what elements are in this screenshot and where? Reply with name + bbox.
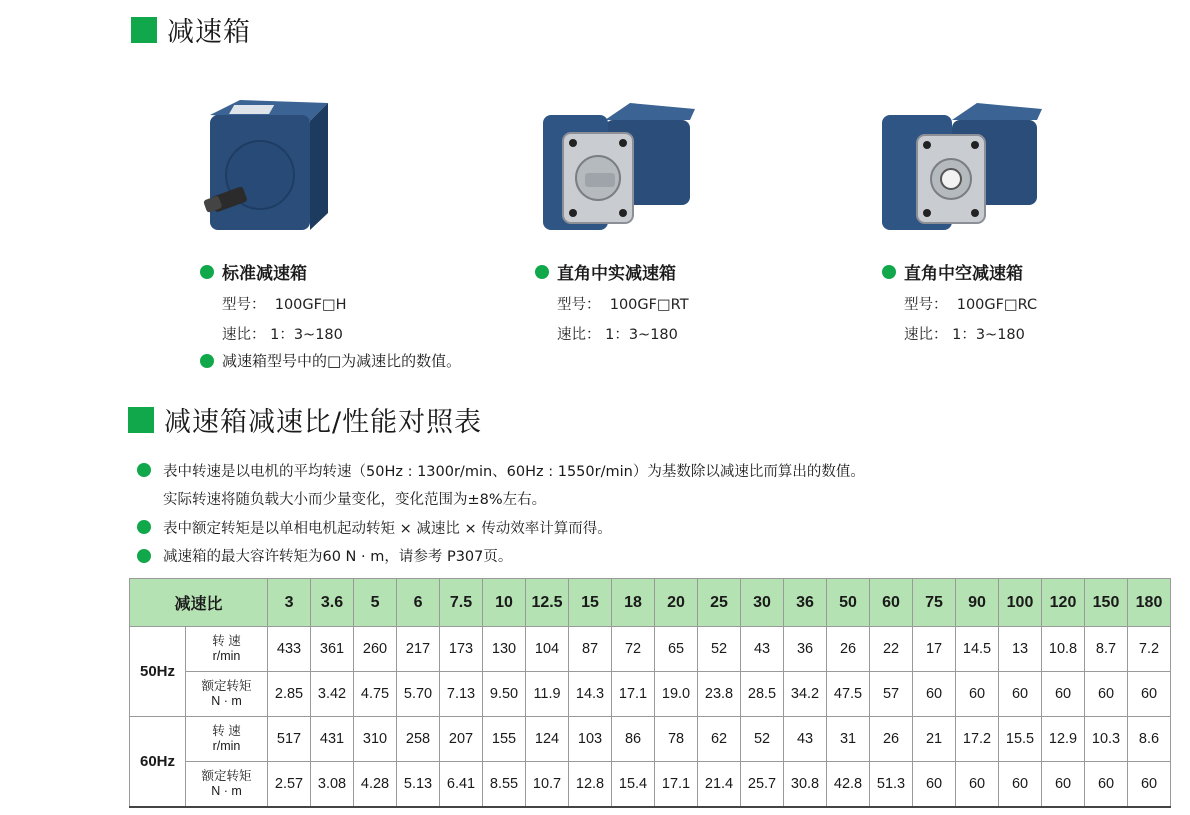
torque-unit: N · m [211, 694, 242, 708]
speed-value-cell: 86 [612, 717, 655, 762]
speed-value-cell: 8.7 [1085, 627, 1128, 672]
torque-value-cell: 60 [999, 672, 1042, 717]
header-ratio-cell: 60 [870, 579, 913, 627]
torque-value-cell: 60 [1085, 762, 1128, 807]
header-ratio-cell: 30 [741, 579, 784, 627]
speed-label: 转 速 [212, 724, 241, 738]
torque-label-cell [186, 672, 268, 717]
note-text: 表中额定转矩是以单相电机起动转矩 × 减速比 × 传动效率计算而得。 [163, 520, 612, 537]
green-square-icon [131, 17, 157, 43]
product-name-text: 直角中实减速箱 [557, 264, 676, 284]
section-title-gearbox [131, 10, 251, 49]
header-ratio-cell: 100 [999, 579, 1042, 627]
torque-value-cell: 60 [1085, 672, 1128, 717]
speed-value-cell: 43 [741, 627, 784, 672]
bullet-icon [137, 520, 151, 534]
model-label: 型号： [557, 297, 601, 313]
torque-value-cell: 2.57 [268, 762, 311, 807]
speed-value-cell: 21 [913, 717, 956, 762]
torque-label-cell [186, 762, 268, 807]
speed-value-cell: 104 [526, 627, 569, 672]
speed-value-cell: 155 [483, 717, 526, 762]
torque-value-cell: 60 [1128, 762, 1171, 807]
speed-value-cell: 124 [526, 717, 569, 762]
note-item [137, 456, 865, 485]
ratio-label: 速比： [222, 327, 266, 343]
speed-value-cell: 78 [655, 717, 698, 762]
section-title-text: 减速箱 [167, 17, 251, 48]
note-text: 实际转速将随负载大小而少量变化，变化范围为±8%左右。 [163, 492, 547, 509]
speed-value-cell: 173 [440, 627, 483, 672]
speed-value-cell: 22 [870, 627, 913, 672]
speed-value-cell: 52 [698, 627, 741, 672]
bullet-icon [200, 354, 214, 368]
header-ratio-cell: 3 [268, 579, 311, 627]
model-value: 100GF□RC [956, 297, 1038, 313]
torque-value-cell: 34.2 [784, 672, 827, 717]
torque-value-cell: 19.0 [655, 672, 698, 717]
header-ratio-cell: 3.6 [311, 579, 354, 627]
header-ratio-cell: 12.5 [526, 579, 569, 627]
torque-value-cell: 9.50 [483, 672, 526, 717]
torque-value-cell: 15.4 [612, 762, 655, 807]
frequency-cell: 60Hz [130, 717, 186, 807]
speed-value-cell: 62 [698, 717, 741, 762]
header-ratio-cell: 180 [1128, 579, 1171, 627]
speed-value-cell: 12.9 [1042, 717, 1085, 762]
note-text: 表中转速是以电机的平均转速（50Hz : 1300r/min、60Hz : 1550r/min）为基数除以减速比而算出的数值。 [163, 463, 865, 480]
speed-value-cell: 72 [612, 627, 655, 672]
speed-value-cell: 52 [741, 717, 784, 762]
torque-value-cell: 2.85 [268, 672, 311, 717]
section-title-ratio-table [128, 400, 482, 439]
torque-value-cell: 60 [1042, 672, 1085, 717]
bullet-icon [137, 549, 151, 563]
header-ratio-cell: 75 [913, 579, 956, 627]
product-model-line [222, 293, 500, 314]
torque-value-cell: 17.1 [612, 672, 655, 717]
speed-value-cell: 13 [999, 627, 1042, 672]
torque-value-cell: 10.7 [526, 762, 569, 807]
torque-value-cell: 3.42 [311, 672, 354, 717]
header-ratio-label: 减速比 [130, 579, 268, 627]
speed-value-cell: 260 [354, 627, 397, 672]
torque-unit: N · m [211, 783, 242, 798]
product-model-line [904, 293, 1182, 314]
model-label: 型号： [222, 297, 266, 313]
speed-value-cell: 31 [827, 717, 870, 762]
speed-value-cell: 65 [655, 627, 698, 672]
torque-value-cell: 60 [1042, 762, 1085, 807]
speed-unit: r/min [212, 649, 241, 663]
speed-value-cell: 36 [784, 627, 827, 672]
speed-value-cell: 217 [397, 627, 440, 672]
product-right-angle-solid-gearbox [535, 95, 835, 344]
speed-label-cell [186, 717, 268, 762]
torque-value-cell: 51.3 [870, 762, 913, 807]
product-name-text: 直角中空减速箱 [904, 264, 1023, 284]
speed-label-cell [186, 627, 268, 672]
product-ratio-line [557, 323, 835, 344]
torque-value-cell: 8.55 [483, 762, 526, 807]
note-text: 减速箱的最大容许转矩为60 N · m，请参考 P307页。 [163, 549, 513, 566]
speed-unit: r/min [212, 739, 241, 753]
torque-value-cell: 7.13 [440, 672, 483, 717]
product-model-line [557, 293, 835, 314]
bullet-icon [137, 463, 151, 477]
table-row-speed [130, 717, 1171, 762]
table-header-row [130, 579, 1171, 627]
speed-value-cell: 17.2 [956, 717, 999, 762]
torque-value-cell: 47.5 [827, 672, 870, 717]
bullet-icon [200, 265, 214, 279]
header-ratio-cell: 6 [397, 579, 440, 627]
speed-value-cell: 17 [913, 627, 956, 672]
speed-value-cell: 43 [784, 717, 827, 762]
table-row-speed [130, 627, 1171, 672]
product-ratio-line [904, 323, 1182, 344]
right-angle-solid-gearbox-image [535, 95, 705, 245]
speed-value-cell: 10.8 [1042, 627, 1085, 672]
model-note-text: 减速箱型号中的□为减速比的数值。 [222, 352, 462, 370]
speed-value-cell: 26 [870, 717, 913, 762]
speed-value-cell: 130 [483, 627, 526, 672]
notes-list [137, 456, 865, 570]
speed-value-cell: 87 [569, 627, 612, 672]
header-ratio-cell: 90 [956, 579, 999, 627]
speed-value-cell: 431 [311, 717, 354, 762]
torque-value-cell: 60 [913, 762, 956, 807]
note-item-continued [137, 485, 865, 514]
bullet-icon [882, 265, 896, 279]
header-ratio-cell: 10 [483, 579, 526, 627]
right-angle-hollow-gearbox-image [882, 95, 1052, 245]
header-ratio-cell: 150 [1085, 579, 1128, 627]
bullet-icon [535, 265, 549, 279]
product-ratio-line [222, 323, 500, 344]
section-title-text: 减速箱减速比/性能对照表 [164, 407, 483, 438]
torque-label: 额定转矩 [201, 768, 252, 783]
model-value: 100GF□RT [609, 297, 689, 313]
torque-value-cell: 57 [870, 672, 913, 717]
torque-value-cell: 60 [1128, 672, 1171, 717]
torque-value-cell: 42.8 [827, 762, 870, 807]
note-item [137, 513, 865, 542]
ratio-value: 1：3~180 [952, 327, 1025, 343]
torque-value-cell: 12.8 [569, 762, 612, 807]
torque-value-cell: 6.41 [440, 762, 483, 807]
model-label: 型号： [904, 297, 948, 313]
product-standard-gearbox [200, 95, 500, 344]
torque-value-cell: 11.9 [526, 672, 569, 717]
speed-value-cell: 361 [311, 627, 354, 672]
torque-value-cell: 3.08 [311, 762, 354, 807]
header-ratio-cell: 36 [784, 579, 827, 627]
header-ratio-cell: 5 [354, 579, 397, 627]
speed-value-cell: 433 [268, 627, 311, 672]
torque-value-cell: 23.8 [698, 672, 741, 717]
speed-value-cell: 26 [827, 627, 870, 672]
speed-label: 转 速 [212, 634, 241, 648]
torque-value-cell: 5.13 [397, 762, 440, 807]
header-ratio-cell: 50 [827, 579, 870, 627]
torque-label: 额定转矩 [201, 679, 252, 693]
torque-value-cell: 5.70 [397, 672, 440, 717]
green-square-icon [128, 407, 154, 433]
ratio-value: 1：3~180 [605, 327, 678, 343]
header-ratio-cell: 25 [698, 579, 741, 627]
product-right-angle-hollow-gearbox [882, 95, 1182, 344]
torque-value-cell: 30.8 [784, 762, 827, 807]
model-value: 100GF□H [274, 297, 347, 313]
ratio-label: 速比： [557, 327, 601, 343]
speed-value-cell: 8.6 [1128, 717, 1171, 762]
note-item [137, 542, 865, 571]
speed-value-cell: 7.2 [1128, 627, 1171, 672]
model-note [200, 350, 461, 371]
table-row-torque [130, 762, 1171, 807]
header-ratio-cell: 20 [655, 579, 698, 627]
product-name [882, 259, 1182, 284]
ratio-value: 1：3~180 [270, 327, 343, 343]
speed-value-cell: 14.5 [956, 627, 999, 672]
product-name [535, 259, 835, 284]
torque-value-cell: 28.5 [741, 672, 784, 717]
torque-value-cell: 60 [913, 672, 956, 717]
torque-value-cell: 4.28 [354, 762, 397, 807]
speed-value-cell: 517 [268, 717, 311, 762]
speed-value-cell: 258 [397, 717, 440, 762]
speed-value-cell: 207 [440, 717, 483, 762]
speed-value-cell: 103 [569, 717, 612, 762]
header-ratio-cell: 18 [612, 579, 655, 627]
frequency-cell: 50Hz [130, 627, 186, 717]
product-name [200, 259, 500, 284]
torque-value-cell: 60 [956, 672, 999, 717]
speed-value-cell: 310 [354, 717, 397, 762]
standard-gearbox-image [200, 95, 370, 245]
torque-value-cell: 60 [999, 762, 1042, 807]
torque-value-cell: 21.4 [698, 762, 741, 807]
torque-value-cell: 17.1 [655, 762, 698, 807]
header-ratio-cell: 120 [1042, 579, 1085, 627]
header-ratio-cell: 7.5 [440, 579, 483, 627]
ratio-label: 速比： [904, 327, 948, 343]
header-ratio-cell: 15 [569, 579, 612, 627]
ratio-performance-table [129, 578, 1171, 808]
torque-value-cell: 14.3 [569, 672, 612, 717]
speed-value-cell: 10.3 [1085, 717, 1128, 762]
product-name-text: 标准减速箱 [222, 264, 307, 284]
torque-value-cell: 25.7 [741, 762, 784, 807]
speed-value-cell: 15.5 [999, 717, 1042, 762]
torque-value-cell: 60 [956, 762, 999, 807]
table-row-torque [130, 672, 1171, 717]
torque-value-cell: 4.75 [354, 672, 397, 717]
